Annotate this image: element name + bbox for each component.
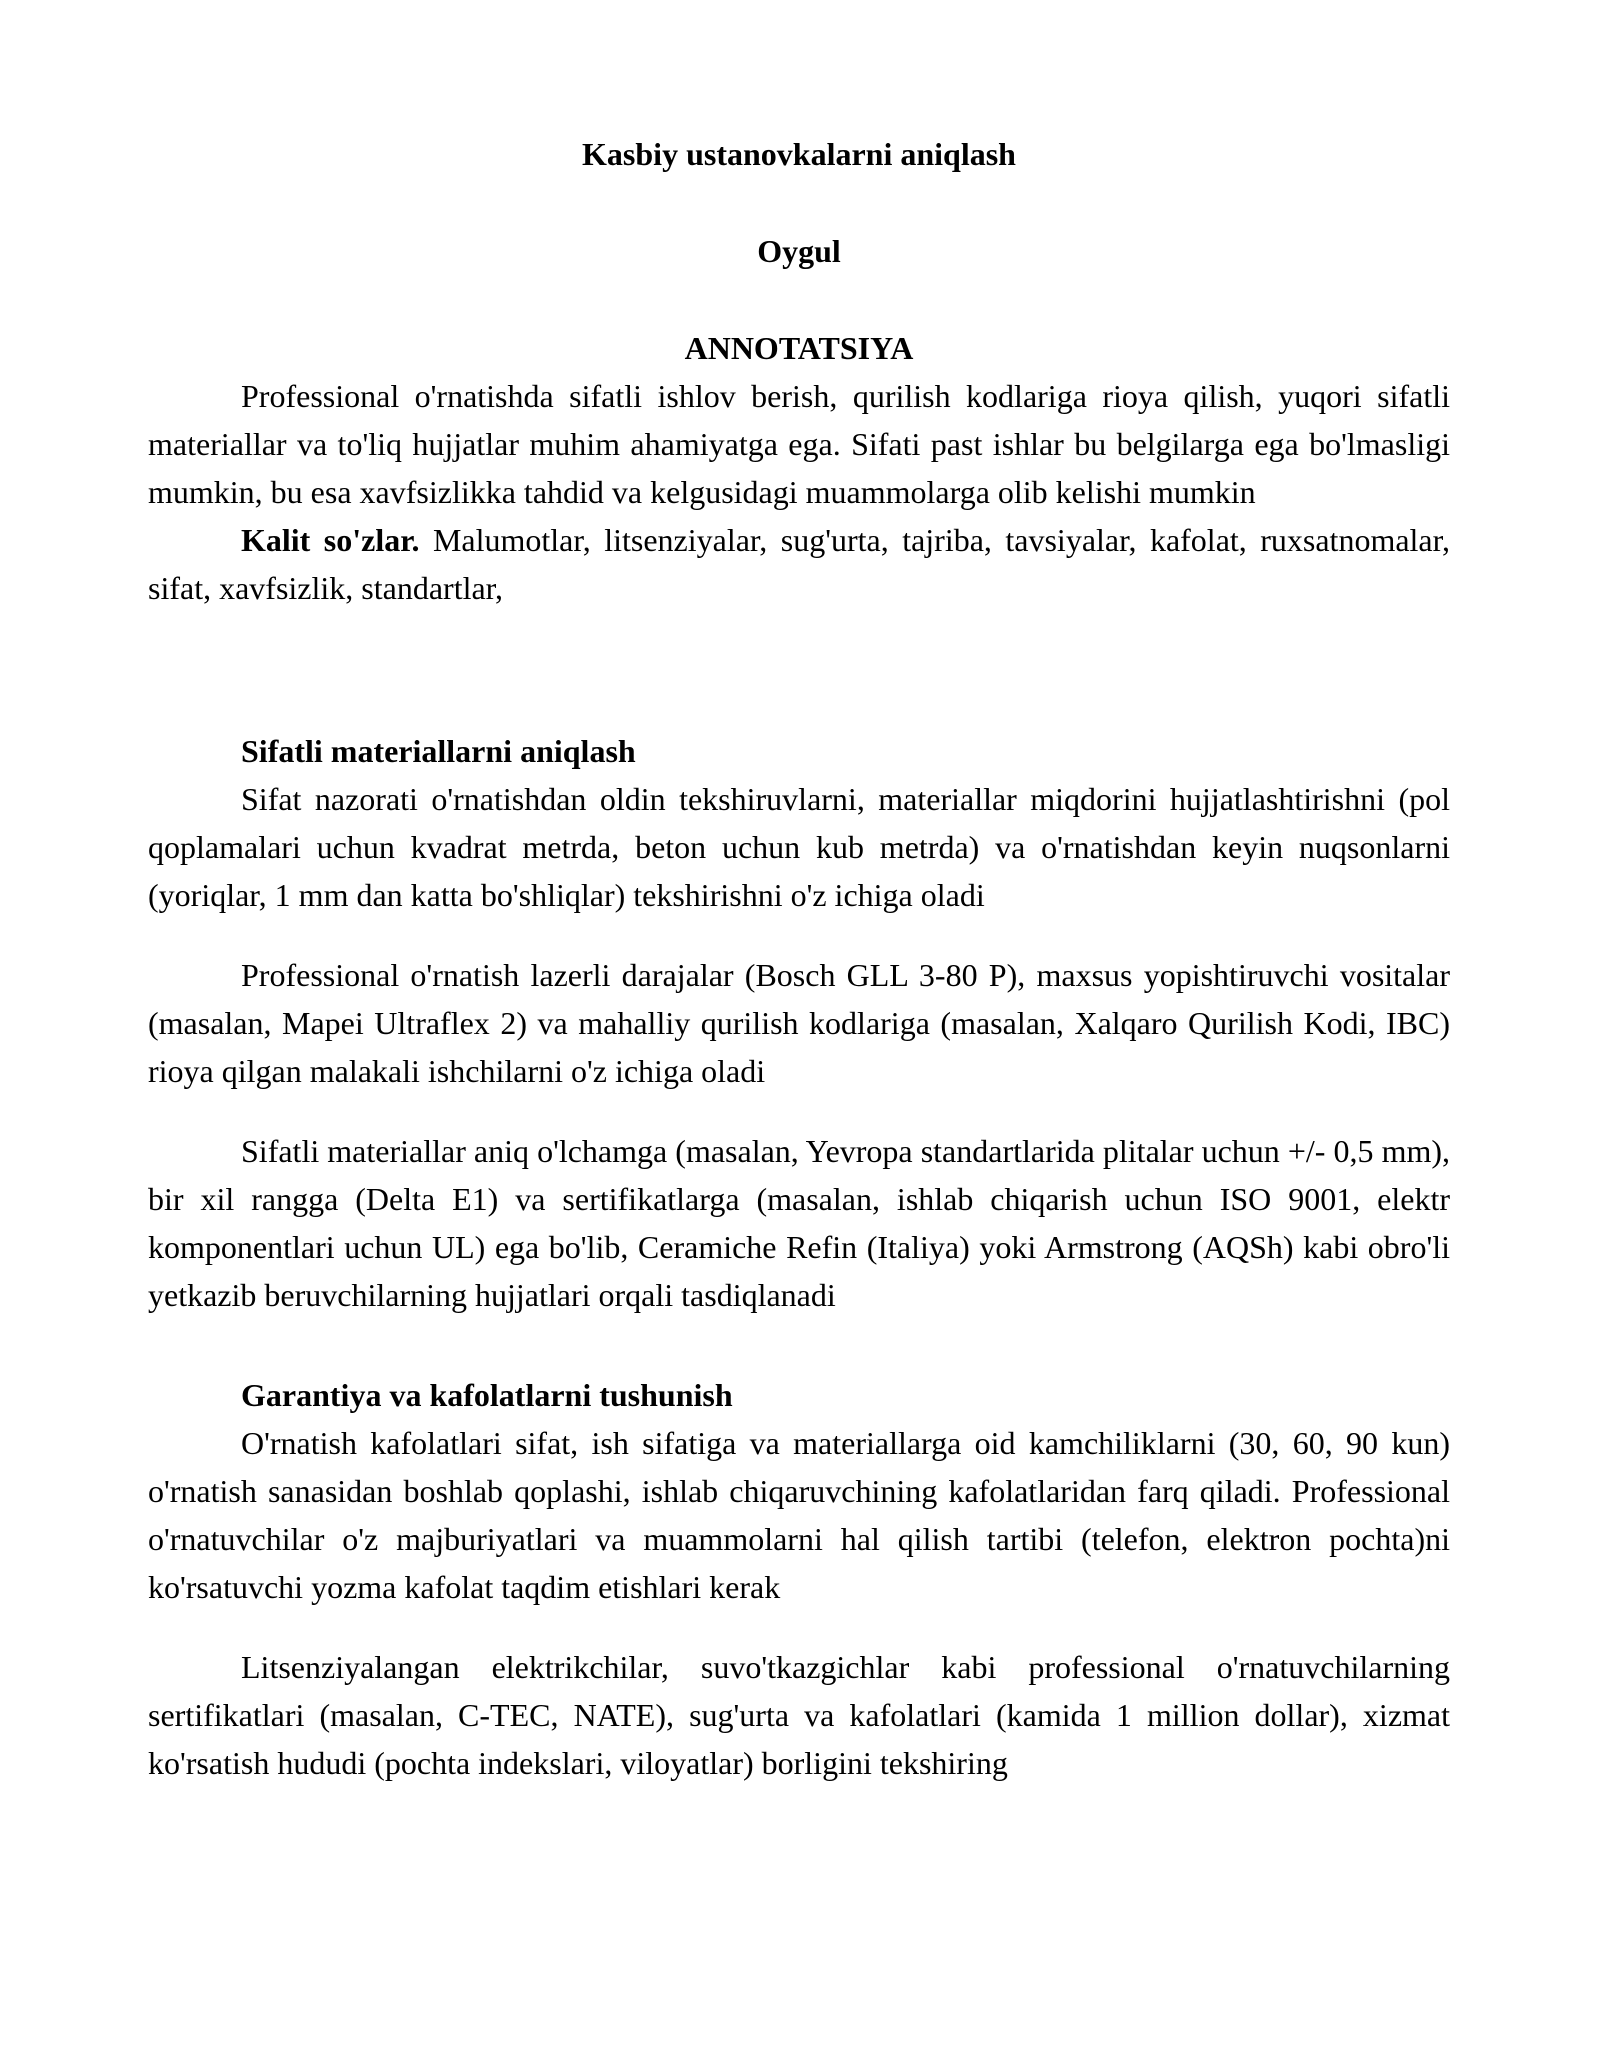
section-paragraph: Sifat nazorati o'rnatishdan oldin tekshiruvlarni, materiallar miqdorini hujjatlashtirishni (pol qoplamalari uchun kvadrat metrda, beton uchun kub metrda) va o'rnatishdan keyin nuqsonlarni (yoriqlar, 1 mm dan katta bo'shliqlar) tekshirishni o'z ichiga oladi xyxy=(148,781,1450,913)
section-heading-warranty: Garantiya va kafolatlarni tushunish xyxy=(241,1377,733,1413)
author-name: Oygul xyxy=(757,233,841,269)
document-page xyxy=(148,130,1450,1787)
document-title: Kasbiy ustanovkalarni aniqlash xyxy=(582,136,1016,172)
section-paragraph: O'rnatish kafolatlari sifat, ish sifatiga va materiallarga oid kamchiliklarni (30, 60, 90 kun) o'rnatish sanasidan boshlab qoplashi, ishlab chiqaruvchining kafolatlaridan farq qiladi. Professional o'rnatuvchilar o'z majburiyatlari va muammolarni hal qilish tartibi (telefon, elektron pochta)ni ko'rsatuvchi yozma kafolat taqdim etishlari kerak xyxy=(148,1425,1450,1605)
keywords-label: Kalit so'zlar. xyxy=(241,522,420,558)
keywords-paragraph xyxy=(148,516,1450,612)
keywords-text: Malumotlar, litsenziyalar, sug'urta, tajriba, tavsiyalar, kafolat, ruxsatnomalar, sifat, xavfsizlik, standartlar, xyxy=(148,522,1451,606)
section-heading-materials: Sifatli materiallarni aniqlash xyxy=(241,733,636,769)
annotation-heading: ANNOTATSIYA xyxy=(684,330,914,366)
section-paragraph: Sifatli materiallar aniq o'lchamga (masalan, Yevropa standartlarida plitalar uchun +/- 0,5 mm), bir xil rangga (Delta E1) va sertifikatlarga (masalan, ishlab chiqarish uchun ISO 9001, elektr komponentlari uchun UL) ega bo'lib, Ceramiche Refin (Italiya) yoki Armstrong (AQSh) kabi obro'li yetkazib beruvchilarning hujjatlari orqali tasdiqlanadi xyxy=(148,1133,1450,1313)
section-paragraph: Litsenziyalangan elektrikchilar, suvo'tkazgichlar kabi professional o'rnatuvchilarning sertifikatlari (masalan, C-TEC, NATE), sug'urta va kafolatlari (kamida 1 million dollar), xizmat ko'rsatish hududi (pochta indekslari, viloyatlar) borligini tekshiring xyxy=(148,1649,1450,1781)
section-paragraph: Professional o'rnatish lazerli darajalar (Bosch GLL 3-80 P), maxsus yopishtiruvchi vositalar (masalan, Mapei Ultraflex 2) va mahalliy qurilish kodlariga (masalan, Xalqaro Qurilish Kodi, IBC) rioya qilgan malakali ishchilarni o'z ichiga oladi xyxy=(148,957,1450,1089)
annotation-paragraph: Professional o'rnatishda sifatli ishlov berish, qurilish kodlariga rioya qilish, yuqori sifatli materiallar va to'liq hujjatlar muhim ahamiyatga ega. Sifati past ishlar bu belgilarga ega bo'lmasligi mumkin, bu esa xavfsizlikka tahdid va kelgusidagi muammolarga olib kelishi mumkin xyxy=(148,378,1450,510)
